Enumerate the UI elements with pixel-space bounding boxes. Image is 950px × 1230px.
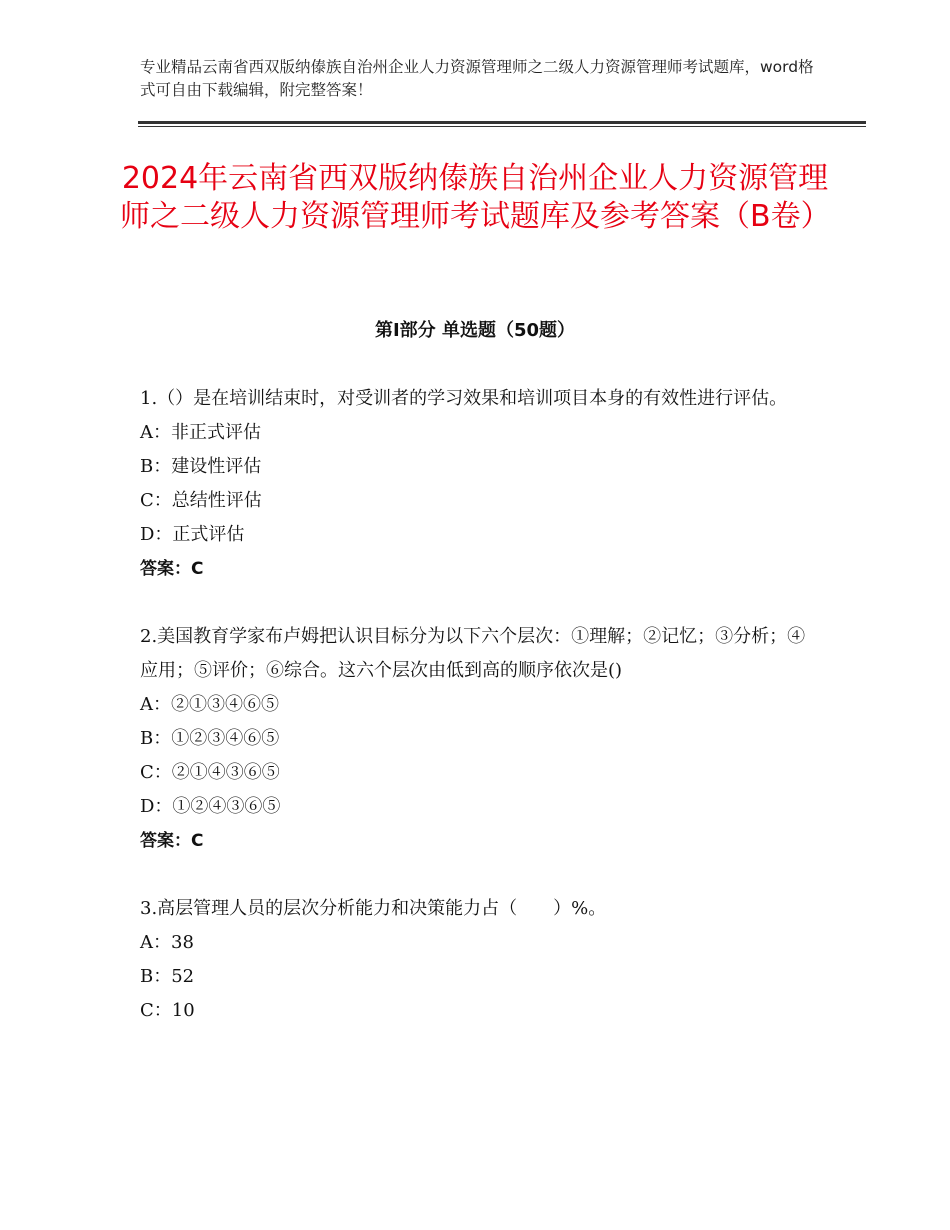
option-c: C：②①④③⑥⑤ xyxy=(140,762,280,783)
option-a: A：非正式评估 xyxy=(140,422,261,443)
answer-label: 答案：C xyxy=(140,831,204,851)
header-note: 专业精品云南省西双版纳傣族自治州企业人力资源管理师之二级人力资源管理师考试题库，word格式可自由下载编辑，附完整答案！ xyxy=(140,58,814,99)
option-c: C：总结性评估 xyxy=(140,490,262,511)
question-stem: 3.高层管理人员的层次分析能力和决策能力占（ ）%。 xyxy=(140,898,607,919)
header-divider-thin xyxy=(138,126,866,127)
option-d: D：①②④③⑥⑤ xyxy=(140,796,281,817)
document-title: 2024年云南省西双版纳傣族自治州企业人力资源管理师之二级人力资源管理师考试题库及参考答案（B卷） xyxy=(120,161,831,234)
option-b: B：①②③④⑥⑤ xyxy=(140,728,280,749)
option-c: C：10 xyxy=(140,1000,195,1021)
option-a: A：②①③④⑥⑤ xyxy=(140,694,279,715)
question-list xyxy=(140,382,810,1062)
section-heading: 第Ⅰ部分 单选题（50题） xyxy=(374,320,575,341)
option-b: B：52 xyxy=(140,966,195,987)
question-stem: 1.（）是在培训结束时，对受训者的学习效果和培训项目本身的有效性进行评估。 xyxy=(140,388,788,409)
option-d: D：正式评估 xyxy=(140,524,245,545)
question-1 xyxy=(140,382,810,586)
header-divider-thick xyxy=(138,121,866,124)
option-a: A：38 xyxy=(140,932,194,953)
question-stem: 2.美国教育学家布卢姆把认识目标分为以下六个层次：①理解；②记忆；③分析；④应用；⑤评价；⑥综合。这六个层次由低到高的顺序依次是() xyxy=(140,626,806,681)
option-b: B：建设性评估 xyxy=(140,456,262,477)
answer-label: 答案：C xyxy=(140,559,204,579)
question-3 xyxy=(140,892,810,1028)
question-2 xyxy=(140,620,810,858)
